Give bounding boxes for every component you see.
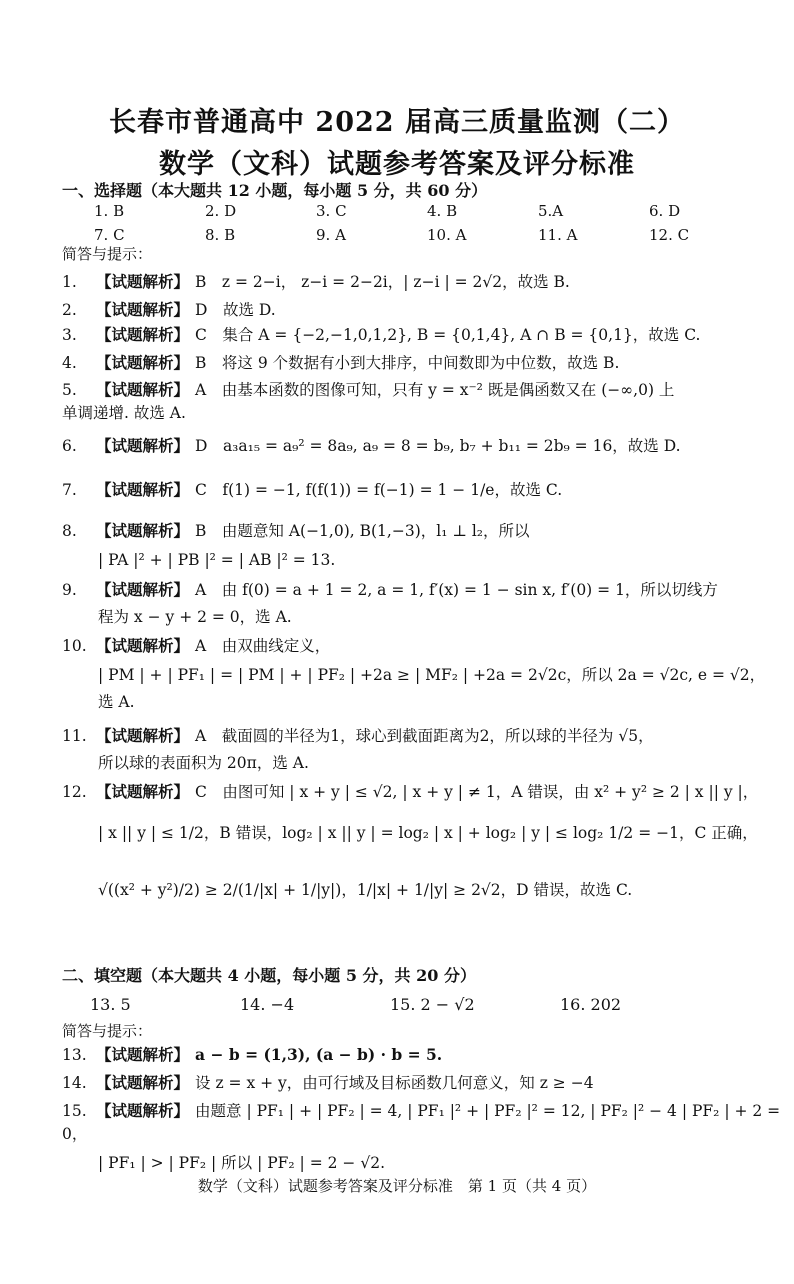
item-text-continued: | x || y | ≤ 1/2，B 错误，log₂ | x || y | = log₂ | x | + log₂ | y | ≤ log₂ 1/2 = −1，C 正确， — [98, 824, 758, 842]
item-text: C 由图可知 | x + y | ≤ √2, | x + y | ≠ 1，A 错误，由 x² + y² ≥ 2 | x || y |， — [195, 783, 759, 801]
item-text-continued: 所以球的表面积为 20π，选 A. — [98, 754, 309, 772]
item-tag: 【试题解析】 — [96, 325, 190, 344]
solution-item — [62, 478, 782, 502]
answer: 6. D — [649, 202, 681, 220]
item-text: D 故选 D. — [195, 301, 276, 319]
solution-item — [62, 724, 782, 775]
item-text: A 由基本函数的图像可知，只有 y = x⁻² 既是偶函数又在 (−∞,0) 上 — [195, 381, 675, 399]
answer: 16. 202 — [560, 995, 622, 1014]
item-text: 设 z = x + y，由可行域及目标函数几何意义，知 z ≥ −4 — [195, 1074, 594, 1092]
answer: 3. C — [316, 202, 347, 220]
item-tag: 【试题解析】 — [96, 580, 190, 599]
item-tag: 【试题解析】 — [96, 1101, 190, 1120]
solution-item — [62, 519, 782, 572]
solution-item — [62, 378, 782, 425]
item-text: 由题意 | PF₁ | + | PF₂ | = 4, | PF₁ |² + | PF₂ |² = 12, | PF₂ |² − 4 | PF₂ | + 2 = 0， — [62, 1102, 781, 1143]
item-text: B 由题意知 A(−1,0), B(1,−3)，l₁ ⊥ l₂，所以 — [195, 522, 530, 540]
title-line-1: 长春市普通高中 2022 届高三质量监测（二） — [109, 107, 685, 138]
solution-item — [62, 351, 782, 375]
section-2-heading: 二、填空题（本大题共 4 小题，每小题 5 分，共 20 分） — [62, 966, 476, 985]
item-tag: 【试题解析】 — [96, 480, 190, 499]
item-tag: 【试题解析】 — [96, 272, 190, 291]
item-number: 2. — [62, 301, 77, 319]
item-tag: 【试题解析】 — [96, 436, 190, 455]
item-number: 7. — [62, 481, 77, 499]
item-text-continued: 选 A. — [98, 693, 135, 711]
item-text-continued: | PM | + | PF₁ | = | PM | + | PF₂ | +2a ≥ | MF₂ | +2a = 2√2c，所以 2a = √2c, e = √2， — [98, 666, 766, 684]
answers-row-2 — [94, 223, 760, 247]
item-number: 3. — [62, 326, 77, 344]
title-line-2: 数学（文科）试题参考答案及评分标准 — [159, 149, 635, 180]
solution-item — [62, 323, 782, 347]
fill-answers-row — [90, 995, 710, 1014]
hint-label: 简答与提示： — [62, 1022, 153, 1040]
item-number: 9. — [62, 581, 77, 599]
item-text-continued: √((x² + y²)/2) ≥ 2/(1/|x| + 1/|y|)，1/|x| + 1/|y| ≥ 2√2，D 错误，故选 C. — [98, 881, 633, 899]
item-number: 1. — [62, 273, 77, 291]
section-1-heading: 一、选择题（本大题共 12 小题，每小题 5 分，共 60 分） — [62, 181, 488, 200]
item-number: 15. — [62, 1102, 87, 1120]
item-text: A 截面圆的半径为1，球心到截面距离为2，所以球的半径为 √5， — [195, 727, 654, 745]
item-tag: 【试题解析】 — [96, 300, 190, 319]
item-tag: 【试题解析】 — [96, 521, 190, 540]
answer: 1. B — [94, 202, 125, 220]
answer: 10. A — [427, 226, 467, 244]
answer: 5.A — [538, 202, 564, 220]
item-number: 5. — [62, 381, 77, 399]
item-text-continued: | PA |² + | PB |² = | AB |² = 13. — [98, 551, 336, 569]
item-text: D a₃a₁₅ = a₉² = 8a₉, a₉ = 8 = b₉, b₇ + b₁₁ = 2b₉ = 16，故选 D. — [195, 437, 681, 455]
solution-item — [62, 270, 782, 294]
item-tag: 【试题解析】 — [96, 380, 190, 399]
answer: 11. A — [538, 226, 578, 244]
item-text: C 集合 A = {−2,−1,0,1,2}, B = {0,1,4}, A ∩ B = {0,1}，故选 C. — [195, 326, 701, 344]
answer: 8. B — [205, 226, 236, 244]
page-footer: 数学（文科）试题参考答案及评分标准 第 1 页（共 4 页） — [197, 1177, 597, 1195]
item-tag: 【试题解析】 — [96, 1045, 190, 1064]
item-text: B 将这 9 个数据有小到大排序，中间数即为中位数，故选 B. — [195, 354, 620, 372]
solution-item — [62, 780, 782, 902]
item-text: C f(1) = −1, f(f(1)) = f(−1) = 1 − 1/e，故选 C. — [195, 481, 563, 499]
item-tag: 【试题解析】 — [96, 726, 190, 745]
solution-item — [62, 578, 782, 629]
item-number: 6. — [62, 437, 77, 455]
item-number: 13. — [62, 1046, 87, 1064]
item-number: 11. — [62, 727, 87, 745]
item-tag: 【试题解析】 — [96, 353, 190, 372]
hint-label: 简答与提示： — [62, 245, 153, 263]
answer: 2. D — [205, 202, 237, 220]
solution-item — [62, 634, 782, 714]
item-text: A 由双曲线定义， — [195, 637, 331, 655]
item-number: 12. — [62, 783, 87, 801]
item-tag: 【试题解析】 — [96, 1073, 190, 1092]
item-tag: 【试题解析】 — [96, 782, 190, 801]
item-number: 8. — [62, 522, 77, 540]
item-text: B z = 2−i， z−i = 2−2i，| z−i | = 2√2，故选 B. — [195, 273, 570, 291]
answer: 15. 2 − √2 — [390, 995, 475, 1014]
item-text-continued: 程为 x − y + 2 = 0，选 A. — [98, 608, 292, 626]
answers-row-1 — [94, 199, 760, 223]
item-text-continued: 单调递增. 故选 A. — [62, 404, 186, 422]
item-text: A 由 f(0) = a + 1 = 2, a = 1, f′(x) = 1 − sin x, f′(0) = 1，所以切线方 — [195, 581, 718, 599]
answer: 9. A — [316, 226, 346, 244]
solution-item — [62, 1099, 782, 1175]
item-text: a − b = (1,3), (a − b) · b = 5. — [195, 1045, 443, 1064]
answer: 12. C — [649, 226, 690, 244]
item-tag: 【试题解析】 — [96, 636, 190, 655]
choice-answers-grid — [94, 199, 760, 247]
item-text-continued: | PF₁ | > | PF₂ | 所以 | PF₂ | = 2 − √2. — [98, 1154, 385, 1172]
answer: 4. B — [427, 202, 458, 220]
solution-item — [62, 298, 782, 322]
answer: 13. 5 — [90, 995, 131, 1014]
answer: 7. C — [94, 226, 125, 244]
item-number: 4. — [62, 354, 77, 372]
item-number: 10. — [62, 637, 87, 655]
item-number: 14. — [62, 1074, 87, 1092]
solution-item — [62, 1071, 782, 1095]
answer: 14. −4 — [240, 995, 295, 1014]
solution-item — [62, 1043, 782, 1067]
solution-item — [62, 434, 782, 458]
